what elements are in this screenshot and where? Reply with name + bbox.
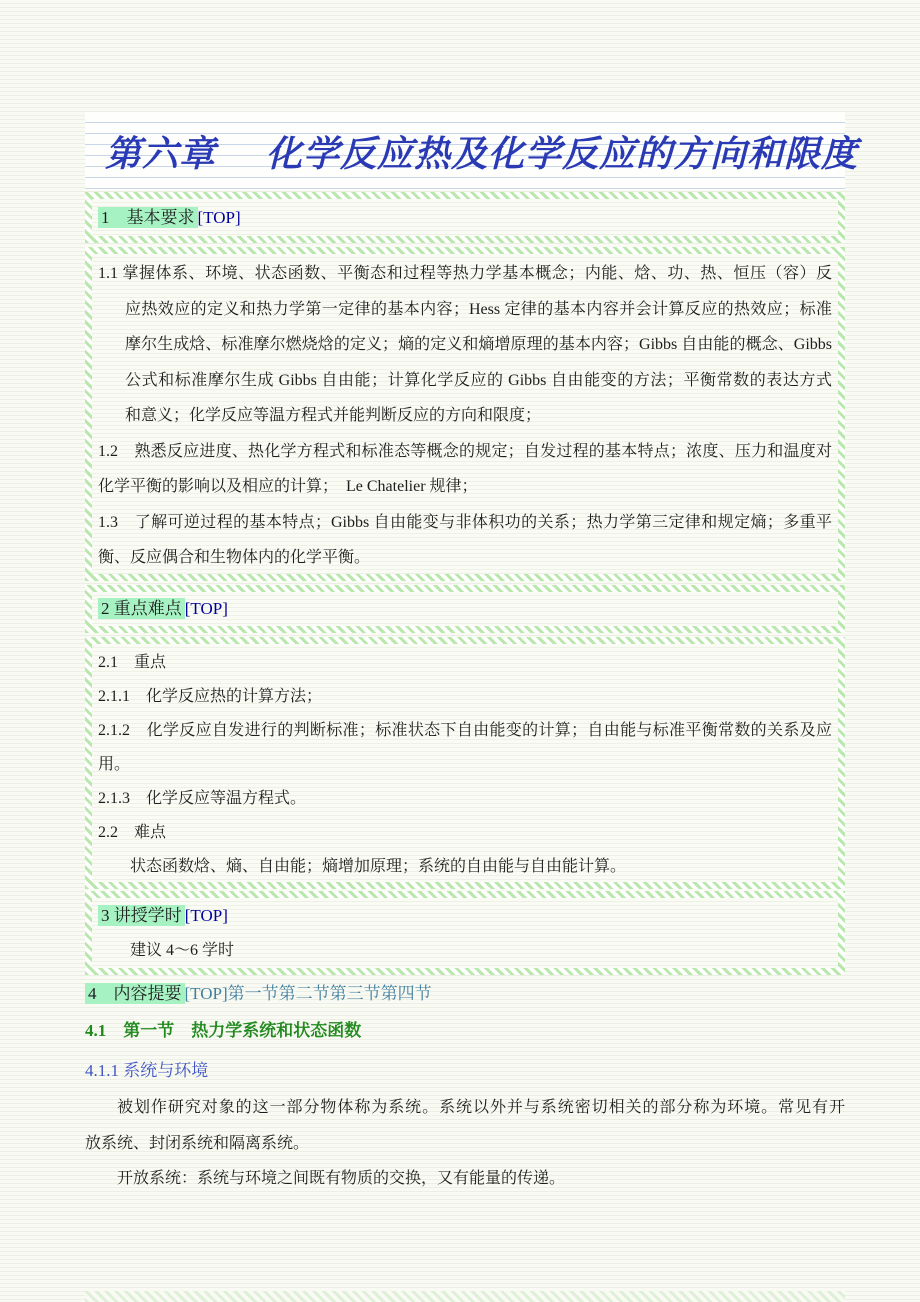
section1-body-box	[85, 247, 845, 581]
paragraph-line: 摩尔生成焓、标准摩尔燃烧焓的定义；熵的定义和熵增原理的基本内容；Gibbs 自由能的概念、Gibbs	[125, 336, 832, 353]
paragraph-line: 1.3 了解可逆过程的基本特点；Gibbs 自由能变与非体积功的关系；热力学第三定律和规定熵；多重平	[98, 513, 832, 531]
section2-heading: 2 重点难点	[98, 598, 185, 619]
section4-top-link[interactable]: [TOP]	[184, 984, 228, 1003]
section3-box	[85, 891, 845, 975]
title-ruled-paper	[85, 112, 859, 190]
section4-link-part1[interactable]: 第一节	[227, 984, 279, 1003]
section4	[85, 978, 845, 1197]
paragraph-line: 1.2 熟悉反应进度、热化学方程式和标准态等概念的规定；自发过程的基本特点；浓度、压力和温度对	[98, 442, 832, 460]
paragraph-line: 1.1 掌握体系、环境、状态函数、平衡态和过程等热力学基本概念；内能、焓、功、热、恒压（容）反	[98, 265, 832, 282]
section4-link-part2[interactable]: 第二节	[278, 984, 330, 1003]
paragraph-line: 2.1 重点	[98, 654, 167, 671]
paragraph-line: 2.1.2 化学反应自发进行的判断标准；标准状态下自由能变的计算；自由能与标准平衡常数的关系及应	[98, 722, 832, 739]
paragraph-line: 用。	[98, 756, 131, 773]
chapter-title: 化学反应热及化学反应的方向和限度	[266, 133, 859, 174]
section3-heading: 3 讲授学时	[98, 905, 185, 926]
paragraph-line: 应热效应的定义和热力学第一定律的基本内容；Hess 定律的基本内容并会计算反应的热效应；标准	[125, 300, 832, 318]
section4-link-part3[interactable]: 第三节	[329, 984, 381, 1003]
paragraph-line: 和意义；化学反应等温方程式并能判断反应的方向和限度；	[125, 407, 542, 424]
section4-heading-row	[85, 978, 845, 1010]
paragraph-line: 2.2 难点	[98, 824, 167, 841]
section3-top-link[interactable]: [TOP]	[184, 906, 228, 925]
page-title	[105, 126, 858, 177]
paragraph-line: 2.1.1 化学反应热的计算方法；	[98, 688, 323, 705]
paragraph-line: 放系统、封闭系统和隔离系统。	[85, 1134, 310, 1152]
section1-top-link[interactable]: [TOP]	[197, 208, 241, 227]
paragraph-line: 化学平衡的影响以及相应的计算； Le Chatelier 规律；	[98, 478, 478, 495]
section4-link-part4[interactable]: 第四节	[380, 984, 432, 1003]
section2-body-box	[85, 637, 845, 889]
section2-top-link[interactable]: [TOP]	[184, 599, 228, 618]
section2-heading-box	[85, 585, 845, 633]
paragraph-line: 开放系统：系统与环境之间既有物质的交换，又有能量的传递。	[117, 1170, 566, 1187]
paragraph-line: 被划作研究对象的这一部分物体称为系统。系统以外并与系统密切相关的部分称为环境。常见有开	[117, 1099, 845, 1116]
section1-heading-box	[85, 192, 845, 243]
section1-heading: 1 基本要求	[98, 207, 198, 228]
subsection-4-1-heading: 4.1 第一节 热力学系统和状态函数	[85, 1021, 362, 1040]
subsection-4-1-1-heading: 4.1.1 系统与环境	[85, 1061, 209, 1080]
chapter-number: 第六章	[105, 133, 217, 174]
suggested-hours: 建议 4～6 学时	[130, 942, 235, 959]
next-block-border-strip	[85, 1291, 845, 1302]
section4-heading: 4 内容提要	[85, 983, 185, 1004]
paragraph-line: 公式和标准摩尔生成 Gibbs 自由能；计算化学反应的 Gibbs 自由能变的方法；平衡常数的表达方式	[125, 371, 832, 389]
paragraph-line: 2.1.3 化学反应等温方程式。	[98, 790, 307, 807]
paragraph-line: 衡、反应偶合和生物体内的化学平衡。	[98, 549, 371, 566]
paragraph-line: 状态函数焓、熵、自由能；熵增加原理；系统的自由能与自由能计算。	[130, 858, 627, 875]
